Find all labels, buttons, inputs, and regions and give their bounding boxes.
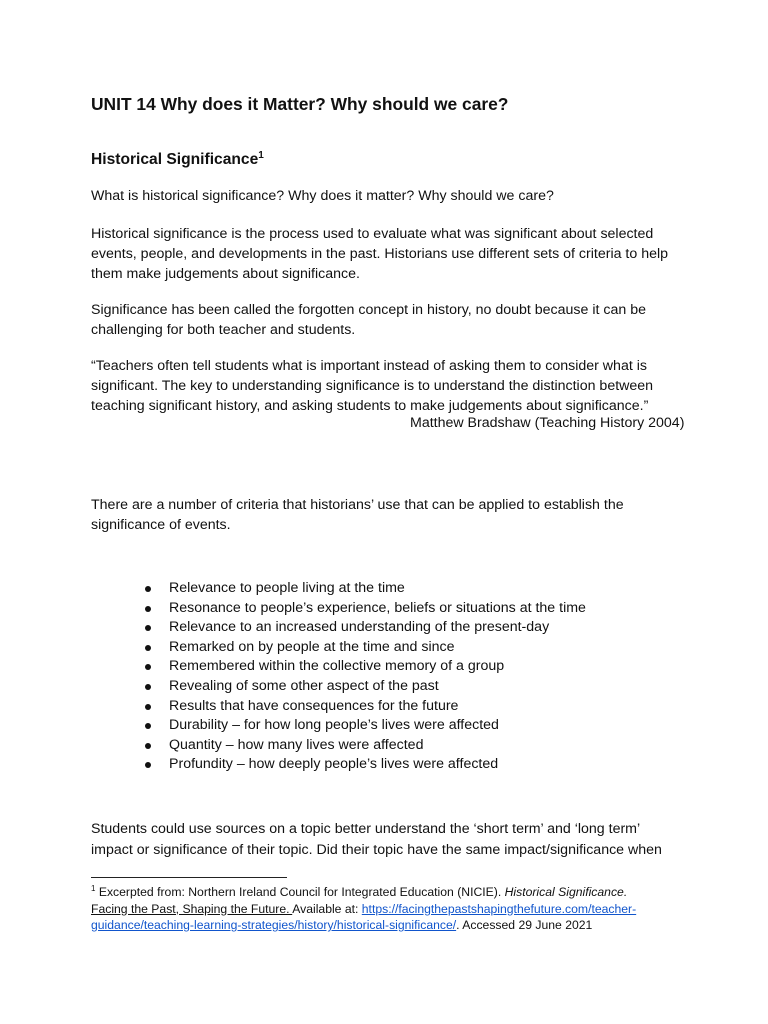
footnote-link-part-1[interactable]: https://facingthepastshapingthefuture.com/teacher- <box>361 901 637 916</box>
footnote-line-2 <box>91 901 711 918</box>
footnote-available: Available at: <box>292 901 362 916</box>
list-item <box>143 677 586 697</box>
paragraph-line: significance of events. <box>91 517 231 533</box>
paragraph-line: Students could use sources on a topic better understand the ‘short term’ and ‘long term’ <box>91 821 641 837</box>
intro-question-text: What is historical significance? Why does it matter? Why should we care? <box>91 188 554 204</box>
unit-title: UNIT 14 Why does it Matter? Why should we care? <box>91 94 509 114</box>
list-item <box>143 599 586 619</box>
list-item-text: Quantity – how many lives were affected <box>169 736 424 753</box>
bullet-icon <box>145 743 151 749</box>
footnote-title: Historical Significance. <box>504 885 628 899</box>
quote-attribution: Matthew Bradshaw (Teaching History 2004) <box>410 415 685 431</box>
list-item <box>143 618 586 638</box>
section-heading <box>91 150 264 170</box>
list-item-text: Remarked on by people at the time and since <box>169 638 455 655</box>
bullet-icon <box>145 723 151 729</box>
footnote-link-part-2[interactable]: guidance/teaching-learning-strategies/history/historical-significance/ <box>91 918 457 932</box>
bullet-icon <box>145 704 151 710</box>
footnote <box>91 884 711 934</box>
quote-line: significant. The key to understanding significance is to understand the distinction between <box>91 378 654 394</box>
footnote-accessed: . Accessed 29 June 2021 <box>456 918 593 932</box>
paragraph-line: challenging for both teacher and students. <box>91 322 356 338</box>
bullet-icon <box>145 762 151 768</box>
paragraph-line: impact or significance of their topic. Did their topic have the same impact/significance when <box>91 842 662 858</box>
list-item <box>143 755 586 775</box>
quote-line: teaching significant history, and asking students to make judgements about significance.” <box>91 398 649 414</box>
quote-block <box>91 356 691 416</box>
list-item-text: Resonance to people’s experience, beliefs or situations at the time <box>169 599 586 616</box>
list-item-text: Revealing of some other aspect of the past <box>169 677 439 694</box>
list-item-text: Durability – for how long people’s lives were affected <box>169 717 499 734</box>
list-item-text: Remembered within the collective memory of a group <box>169 658 505 675</box>
criteria-intro <box>91 495 691 535</box>
paragraph-line: events, people, and developments in the past. Historians use different sets of criteria to help <box>91 246 669 262</box>
list-item <box>143 697 586 717</box>
section-heading-text: Historical Significance <box>91 151 259 168</box>
bullet-icon <box>145 664 151 670</box>
bullet-icon <box>145 645 151 651</box>
paragraph-line: them make judgements about significance. <box>91 266 360 282</box>
closing-paragraph <box>91 819 691 861</box>
list-item-text: Relevance to people living at the time <box>169 580 405 596</box>
paragraph-line: There are a number of criteria that historians’ use that can be applied to establish the <box>91 497 624 513</box>
paragraph-line: Historical significance is the process used to evaluate what was significant about selected <box>91 226 654 242</box>
list-item-text: Relevance to an increased understanding of the present-day <box>169 619 550 636</box>
footnote-mark: 1 <box>91 883 96 893</box>
bullet-icon <box>145 606 151 612</box>
footnote-divider <box>91 877 287 878</box>
list-item <box>143 736 586 756</box>
intro-question <box>91 186 691 206</box>
footnote-reference[interactable]: 1 <box>258 149 264 161</box>
definition-paragraph <box>91 224 691 284</box>
footnote-prefix: Excerpted from: Northern Ireland Council for Integrated Education (NICIE). <box>95 885 505 899</box>
list-item <box>143 579 586 599</box>
list-item <box>143 716 586 736</box>
forgotten-concept-paragraph <box>91 300 691 340</box>
list-item <box>143 638 586 658</box>
quote-line: “Teachers often tell students what is important instead of asking them to consider what is <box>91 358 647 374</box>
list-item-text: Profundity – how deeply people’s lives were affected <box>169 756 499 773</box>
footnote-line-3 <box>91 917 711 934</box>
paragraph-line: Significance has been called the forgotten concept in history, no doubt because it can be <box>91 302 646 318</box>
footnote-subtitle: Facing the Past, Shaping the Future. <box>91 901 293 916</box>
bullet-icon <box>145 684 151 690</box>
footnote-line-1 <box>91 884 711 901</box>
list-item <box>143 657 586 677</box>
criteria-list <box>143 579 586 775</box>
list-item-text: Results that have consequences for the future <box>169 697 459 714</box>
bullet-icon <box>145 625 151 631</box>
bullet-icon <box>145 586 151 592</box>
